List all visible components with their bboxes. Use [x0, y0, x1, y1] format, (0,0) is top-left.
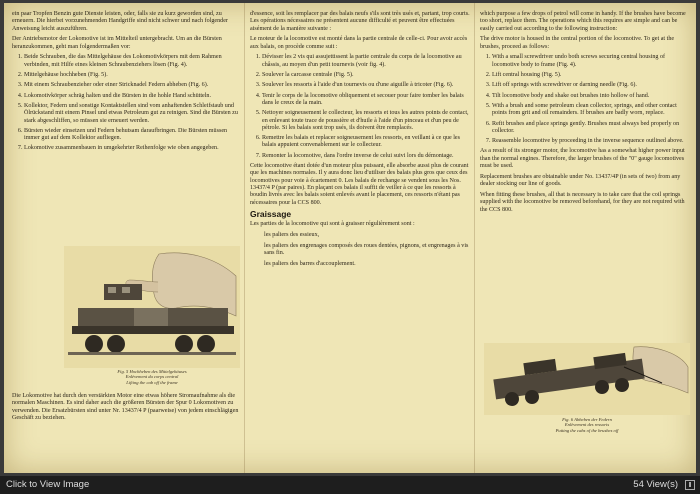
german-bottom: Die Lokomotive hat durch den verstärkten Motor eine etwas höhere Stromaufnahme als die normalen Maschinen. Es sind daher auch die größeren Bürsten der Spur 0 Lokomotiven zu verwenden. Die Ersatzbürsten sind unter Nr. 13437/4 P (paarweise) von jedem einschlägigen Geschäft zu beziehen. [12, 393, 239, 421]
french-motor: Le moteur de la locomotive est monté dans la partie centrale de celle-ci. Pour avoir accès aux balais, on procède comme suit : [250, 36, 468, 50]
english-steps [480, 54, 690, 145]
english-motor: The drive motor is housed in the central portion of the locomotive. To get at the brushes, proceed as follows: [480, 36, 675, 50]
french-step: 7. Remonter la locomotive, dans l'ordre inverse de celui suivi lors du démontage. [262, 153, 472, 160]
locomotive-spring-drawing [484, 343, 690, 415]
german-motor: Der Antriebsmotor der Lokomotive ist im Mittelteil untergebracht. Um an die Bürsten heranzukommen, geht man folgendermaßen vor: [12, 36, 222, 50]
french-intro: d'essence, soit les remplacer par des balais neufs s'ils sont très usés et, partant, trop courts. Les opérations nécessaires ne présentent aucune difficulté et peuvent être effectuées aisément de la manière suivante : [250, 11, 470, 32]
fold-line-left [244, 3, 245, 473]
german-step: 7. Lokomotive zusammenbauen in umgekehrter Reihenfolge wie oben angegeben. [24, 145, 240, 152]
german-bottom-block [12, 393, 240, 426]
german-step: 4. Lokomotivkörper schräg halten und die Bürsten in die hohle Hand schütteln. [24, 93, 240, 100]
info-icon[interactable] [685, 480, 695, 490]
instruction-sheet[interactable] [4, 3, 696, 473]
english-step: 6. Refit brushes and place springs gently. Brushes must always bed properly on collector. [492, 121, 690, 136]
english-column [480, 11, 690, 217]
fig6-illustration [484, 343, 690, 415]
german-step: 6. Bürsten wieder einsetzen und Federn behutsam daraufbringen. Die Bürsten müssen immer gut auf dem Kollektor aufliegen. [24, 128, 240, 143]
english-current: As a result of its stronger motor, the locomotive has a somewhat higher power input than the normal engines. Therefore, the larger brushes of the "0" gauge locomotives must be used. [480, 148, 685, 170]
french-step: 3. Soulever les ressorts à l'aide d'un tournevis ou d'une aiguille à tricoter (Fig. 6). [262, 82, 472, 89]
german-step: 2. Mittelgehäuse hochheben (Fig. 5). [24, 72, 240, 79]
fig5-title: Fig. 5 Hochheben des Mittelgehäuses [117, 369, 187, 374]
german-step: 3. Mit einem Schraubenzieher oder einer Stricknadel Federn abheben (Fig. 6). [24, 82, 240, 89]
french-step: 6. Remettre les balais et replacer soigneusement les ressorts, en veillant à ce que les balais appuient convenablement sur le collecteur. [262, 135, 472, 150]
french-column [250, 11, 472, 272]
german-intro: ein paar Tropfen Benzin gute Dienste leisten, oder, falls sie zu kurz geworden sind, zu erneuern. Die hierbei vorzunehmenden Handgriffe sind nicht schwer und nach folgender Anweisung leicht auszuführen. [12, 11, 228, 32]
english-step: 2. Lift central housing (Fig. 5). [492, 72, 690, 79]
view-count: 54 View(s) [633, 479, 678, 490]
german-column [12, 11, 240, 156]
french-grease-intro: Les parties de la locomotive qui sont à graisser régulièrement sont : [250, 221, 415, 228]
fig6-caption [484, 417, 690, 433]
english-step: 7. Reassemble locomotive by proceeding in the inverse sequence outlined above. [492, 138, 690, 145]
french-step: 4. Tenir le corps de la locomotive obliquement et secouer pour faire tomber les balais dans le creux de la main. [262, 93, 472, 108]
fig6-english: Putting the cabs of the brushes off [555, 427, 619, 433]
fig5-caption [64, 369, 240, 385]
fig5-french: Enlèvement du corps central [125, 374, 179, 380]
fig6-french: Enlèvement des ressorts [564, 422, 610, 428]
english-fitting: When fitting these brushes, all that is necessary is to take care that the coil springs supplied with the locomotive be removed beforehand, for they are not required with the CCS 800. [480, 191, 685, 213]
french-grease-item: les paliers des engrenages composés des roues dentées, pignons, et engrenages à vis sans fin. [264, 242, 469, 257]
status-bar [0, 476, 700, 494]
english-replacement: Replacement brushes are obtainable under No. 13437/4P (in sets of two) from any dealer stocking our line of goods. [480, 173, 681, 188]
french-grease-item: les paliers des barres d'accouplement. [264, 260, 356, 267]
french-step: 2. Soulever la carcasse centrale (Fig. 5). [262, 72, 472, 79]
german-step: 1. Beide Schrauben, die das Mittelgehäuse des Lokomotivkörpers mit dem Rahmen verbinden, mit Hilfe eines kleinen Schraubenziehers lösen (Fig. 4). [24, 54, 240, 69]
english-step: 4. Tilt locomotive body and shake out brushes into hollow of hand. [492, 93, 690, 100]
french-steps [250, 54, 472, 160]
english-step: 5. With a brush and some petroleum clean collector, springs, and other contact points from grit and oil remainders. If brushes are badly worn, replace. [492, 103, 690, 118]
fold-line-right [474, 3, 475, 473]
english-step: 3. Lift off springs with screwdriver or darning needle (Fig. 6). [492, 82, 690, 89]
french-step: 1. Dévisser les 2 vis qui assujettissent la partie centrale du corps de la locomotive au châssis, au moyen d'un petit tournevis (voir fig. 4). [262, 54, 472, 69]
english-intro: which purpose a few drops of petrol will come in handy. If the brushes have become too short, replace them. The operations which this requires are simple and can be easily carried out according to the following instruction: [480, 11, 686, 32]
view-image-link[interactable]: Click to View Image [6, 479, 90, 490]
locomotive-hand-drawing [64, 246, 240, 368]
fig5-english: Lifting the cab off the frame [126, 379, 178, 385]
french-grease-title: Graissage [250, 208, 292, 219]
german-steps [12, 54, 240, 152]
german-step: 5. Kollektor, Federn und sonstige Kontaktstellen sind vom anhaftenden Schleifstaub und Ölrückstand mit einem Pinsel und etwas Petroleum gut zu reinigen. Sind die Bürsten zu stark abgeschliffen, so müssen sie erneuert werden. [24, 103, 240, 125]
english-step: 1. With a small screwdriver undo both screws securing central housing of locomotive body to frame (Fig. 4). [492, 54, 690, 69]
french-grease-item: les paliers des essieux, [264, 231, 320, 238]
french-current: Cette locomotive étant dotée d'un moteur plus puissant, elle absorbe aussi plus de courant que les machines normales. Il y aura donc lieu d'utiliser des balais plus gros que ceux des locomotives pour voie à écartement 0. Les balais de rechange se vendent sous les Nos. 13437/4 P (par paires). En plaçant ces balais il suffit de veiller à ce que les ressorts à boudin livrés avec les balais soient enlevés avant le placement, ces ressorts n'étant pas nécessaires pour la CCS 800. [250, 163, 469, 206]
fig5-illustration [64, 246, 240, 368]
french-step: 5. Nettoyer soigneusement le collecteur, les ressorts et tous les autres points de contact, en enlevant toute trace de poussière et d'huile à l'aide d'un pinceau et d'un peu de pétrole. Si les balais sont trop usés, ils doivent être remplacés. [262, 110, 472, 132]
fig6-title: Fig. 6 Abheben der Federn [562, 417, 612, 422]
